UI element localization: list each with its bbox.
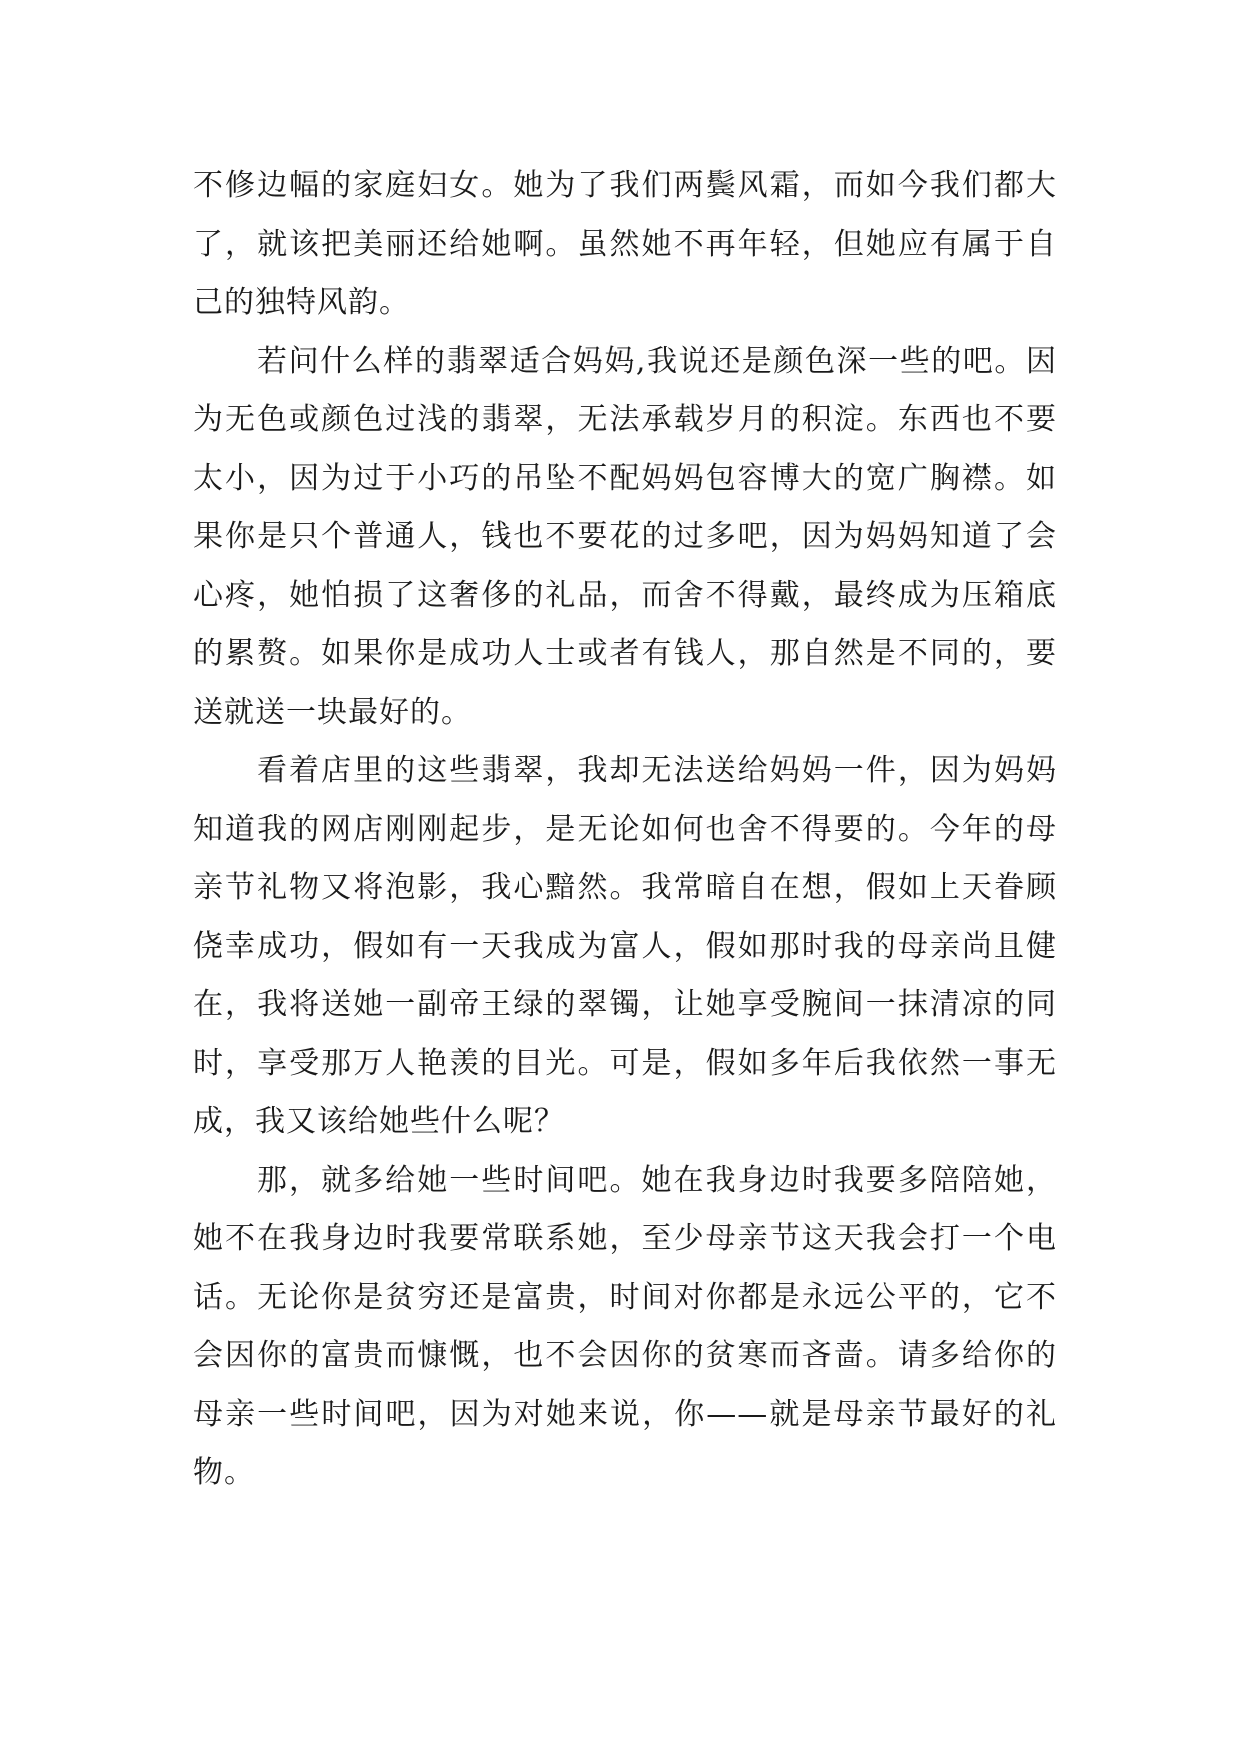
paragraph-2: 若问什么样的翡翠适合妈妈,我说还是颜色深一些的吧。因为无色或颜色过浅的翡翠，无法承载岁月的积淀。东西也不要太小，因为过于小巧的吊坠不配妈妈包容博大的宽广胸襟。如果你是只个普通人，钱也不要花的过多吧，因为妈妈知道了会心疼，她怕损了这奢侈的礼品，而舍不得戴，最终成为压箱底的累赘。如果你是成功人士或者有钱人，那自然是不同的，要送就送一块最好的。 — [193, 343, 1057, 730]
document-body — [193, 157, 1057, 1503]
paragraph-4: 那，就多给她一些时间吧。她在我身边时我要多陪陪她，她不在我身边时我要常联系她，至少母亲节这天我会打一个电话。无论你是贫穷还是富贵，时间对你都是永远公平的，它不会因你的富贵而慷慨，也不会因你的贫寒而吝啬。请多给你的母亲一些时间吧，因为对她来说，你——就是母亲节最好的礼物。 — [193, 1162, 1057, 1490]
paragraph-1: 不修边幅的家庭妇女。她为了我们两鬓风霜，而如今我们都大了，就该把美丽还给她啊。虽然她不再年轻，但她应有属于自己的独特风韵。 — [193, 168, 1057, 320]
paragraph-3: 看着店里的这些翡翠，我却无法送给妈妈一件，因为妈妈知道我的网店刚刚起步，是无论如何也舍不得要的。今年的母亲节礼物又将泡影，我心黯然。我常暗自在想，假如上天眷顾侥幸成功，假如有一天我成为富人，假如那时我的母亲尚且健在，我将送她一副帝王绿的翠镯，让她享受腕间一抹清凉的同时，享受那万人艳羡的目光。可是，假如多年后我依然一事无成，我又该给她些什么呢？ — [193, 753, 1057, 1139]
